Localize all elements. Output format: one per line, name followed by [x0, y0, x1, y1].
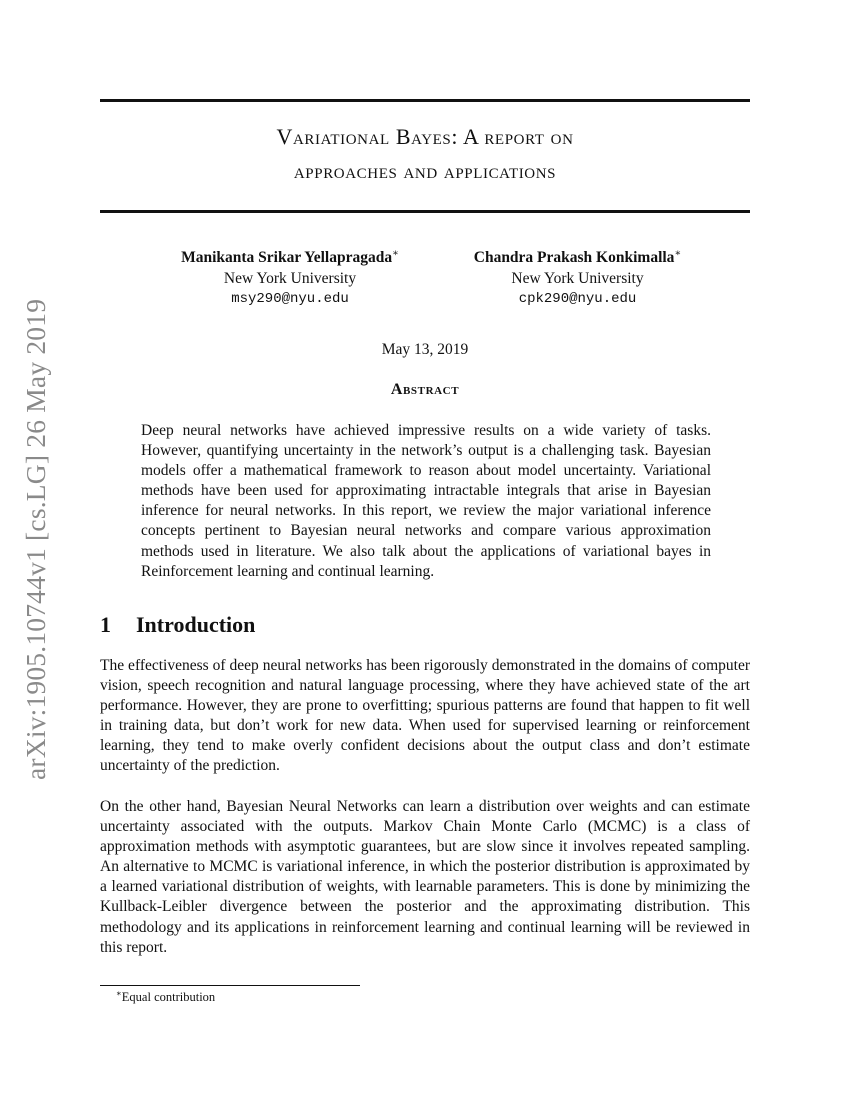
abstract-text: Deep neural networks have achieved impressive results on a wide variety of tasks. However, quantifying uncertainty in the network’s output is a challenging task. Bayesian models offer a mathematical framework to reason about model uncertainty. Variational methods have been used for approximating intractable integrals that arise in Bayesian inference for neural networks. In this report, we review the major variational inference concepts pertinent to Bayesian neural networks and compare various approximation methods used in literature. We also talk about the applications of variational bayes in Reinforcement learning and continual learning. [141, 422, 711, 580]
footnote-rule [100, 985, 360, 986]
section-title: Introduction [136, 612, 256, 637]
body-paragraph: On the other hand, Bayesian Neural Networks can learn a distribution over weights and can estimate uncertainty associated with the outputs. Markov Chain Monte Carlo (MCMC) is a class of approximation methods with asymptotic guarantees, but are slow since it involves repeated sampling. An alternative to MCMC is variational inference, in which the posterior distribution is approximated by a learned variational distribution of weights, with learnable parameters. This is done by minimizing the Kullback-Leibler divergence between the posterior and the approximating distribution. This methodology and its applications in reinforcement learning and continual learning will be reviewed in this report. [100, 798, 750, 956]
author-name: Manikanta Srikar Yellapragada∗ [181, 248, 399, 267]
author-affiliation: New York University [223, 270, 357, 288]
paper-date: May 13, 2019 [381, 341, 469, 358]
paper-title-line-2: approaches and applications [293, 158, 557, 183]
arxiv-identifier-text: arXiv:1905.10744v1 [cs.LG] 26 May 2019 [20, 298, 51, 780]
author-footnote-mark: ∗ [392, 248, 399, 259]
title-rule-top [100, 99, 750, 102]
paper-title [100, 120, 750, 188]
author-footnote-mark: ∗ [674, 248, 682, 259]
author-email: msy290@nyu.edu [231, 291, 349, 308]
section-number: 1 [100, 612, 111, 637]
title-rule-bottom [100, 210, 750, 213]
abstract-heading: Abstract [390, 381, 460, 398]
footnote-text: Equal contribution [121, 990, 216, 1005]
footnote [116, 988, 215, 1005]
paper-title-line-1: Variational Bayes: A report on [276, 124, 574, 149]
author-block-2 [455, 243, 700, 310]
footnote-mark: ∗ [116, 988, 122, 998]
body-paragraph: The effectiveness of deep neural networks has been rigorously demonstrated in the domains of computer vision, speech recognition and natural language processing, where they have achieved state of the art performance. However, they are prone to overfitting; spurious patterns are found that happen to fit well in training data, but don’t work for new data. When used for supervised learning or reinforcement learning, they tend to make overly confident decisions about the output class and don’t estimate uncertainty of the prediction. [100, 657, 750, 775]
author-affiliation: New York University [511, 270, 644, 288]
section-heading-introduction [100, 612, 255, 638]
author-block-1 [160, 243, 420, 310]
author-name: Chandra Prakash Konkimalla∗ [473, 248, 682, 267]
author-email: cpk290@nyu.edu [518, 291, 637, 308]
